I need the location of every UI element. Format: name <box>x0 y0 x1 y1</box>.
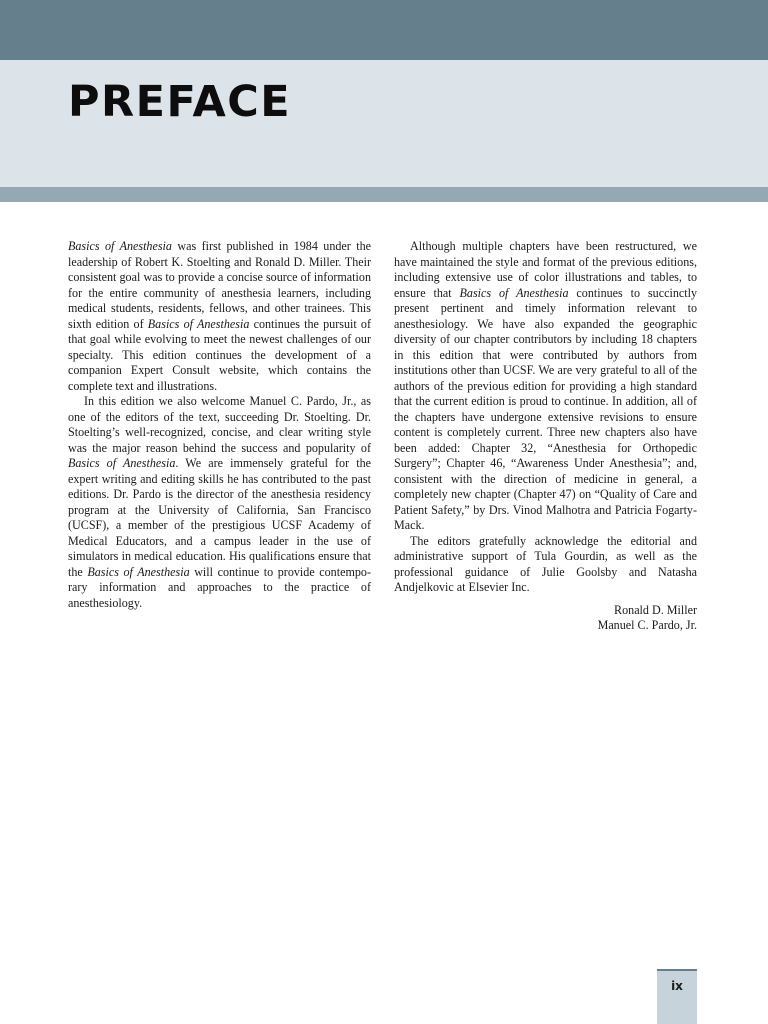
paragraph <box>394 534 697 596</box>
page-title: PREFACE <box>68 77 292 127</box>
text-run: will continue to provide contemporary information and approaches to the practice of anesthesiology. <box>68 564 371 610</box>
right-column <box>394 239 697 634</box>
book-title-text: Basics of Anesthesia <box>68 239 172 253</box>
book-title-text: Basics of Anesthesia <box>87 564 190 579</box>
paragraph <box>68 394 371 611</box>
text-run: was first published in 1984 under the leadership of Robert K. Stoelting and Ronald D. Miller. Their consistent goal was to provide a concise source of information for the entire community of anesthesia learners, including medical students, residents, fellows, and other trainees. This sixth edition of <box>68 239 371 331</box>
text-run: The editors gratefully acknowledge the editorial and administrative support of Tula Gourdin, as well as the professional guidance of Julie Goolsby and Natasha Andjelkovic at Elsevier Inc. <box>394 533 697 594</box>
page-number: ix <box>657 969 697 1024</box>
text-run: Although multiple chapters have been restructured, we have maintained the style and format of the previous editions, including extensive use of color illustrations and tables, to ensure that <box>394 239 697 300</box>
text-run: . We are immensely grateful for the expert writing and editing skills he has contributed to the past editions. Dr. Pardo is the director of the anesthesia residency program at the University of California, San Francisco (UCSF), a member of the prestigious UCSF Academy of Medical Educators, and a campus leader in the use of simulators in medical education. His qualifications ensure that the <box>68 456 371 579</box>
paragraph <box>68 239 371 394</box>
header-bottom-rule <box>0 187 768 202</box>
signature-name: Manuel C. Pardo, Jr. <box>597 618 697 632</box>
text-run: continues the pursuit of that goal while evolving to meet the newest challenges of our specialty. This edition continues the development of a companion Expert Consult website, which contains the complete text and illustrations. <box>68 316 371 393</box>
left-column <box>68 239 371 611</box>
signature-name: Ronald D. Miller <box>614 602 697 617</box>
text-run: In this edition we also welcome Manuel C. Pardo, Jr., as one of the editors of the text, succeeding Dr. Stoelting. Dr. Stoelting’s well-recognized, concise, and clear writing style was the major reason behind the success and popularity of <box>68 394 371 455</box>
book-title-text: Basics of Anesthesia <box>68 456 176 470</box>
book-title-text: Basics of Anesthesia <box>459 285 569 300</box>
text-run: continues to succinctly present pertinent and timely information relevant to anesthesiology. We have also expanded the geographic diversity of our chapter contributors by including 18 chapters in this edition that were contributed by authors from institutions other than UCSF. We are very grateful to all of the authors of the previous edition for providing a high standard that the current edition is proud to continue. In addition, all of the chapters have undergone extensive revisions to ensure content is completely current. Three new chapters also have been added: Chapter 32, “Anesthesia for Orthopedic Surgery”; Chapter 46, “Awareness Under Anesthesia”; and, consistent with the direction of medicine in general, a completely new chapter (Chapter 47) on “Quality of Care and Patient Safety,” by Drs. Vinod Malhotra and Patricia Fogarty-Mack. <box>394 285 698 532</box>
book-title-text: Basics of Anesthesia <box>147 316 250 331</box>
signature-block <box>394 603 697 634</box>
header-top-band <box>0 0 768 60</box>
paragraph <box>394 239 697 534</box>
